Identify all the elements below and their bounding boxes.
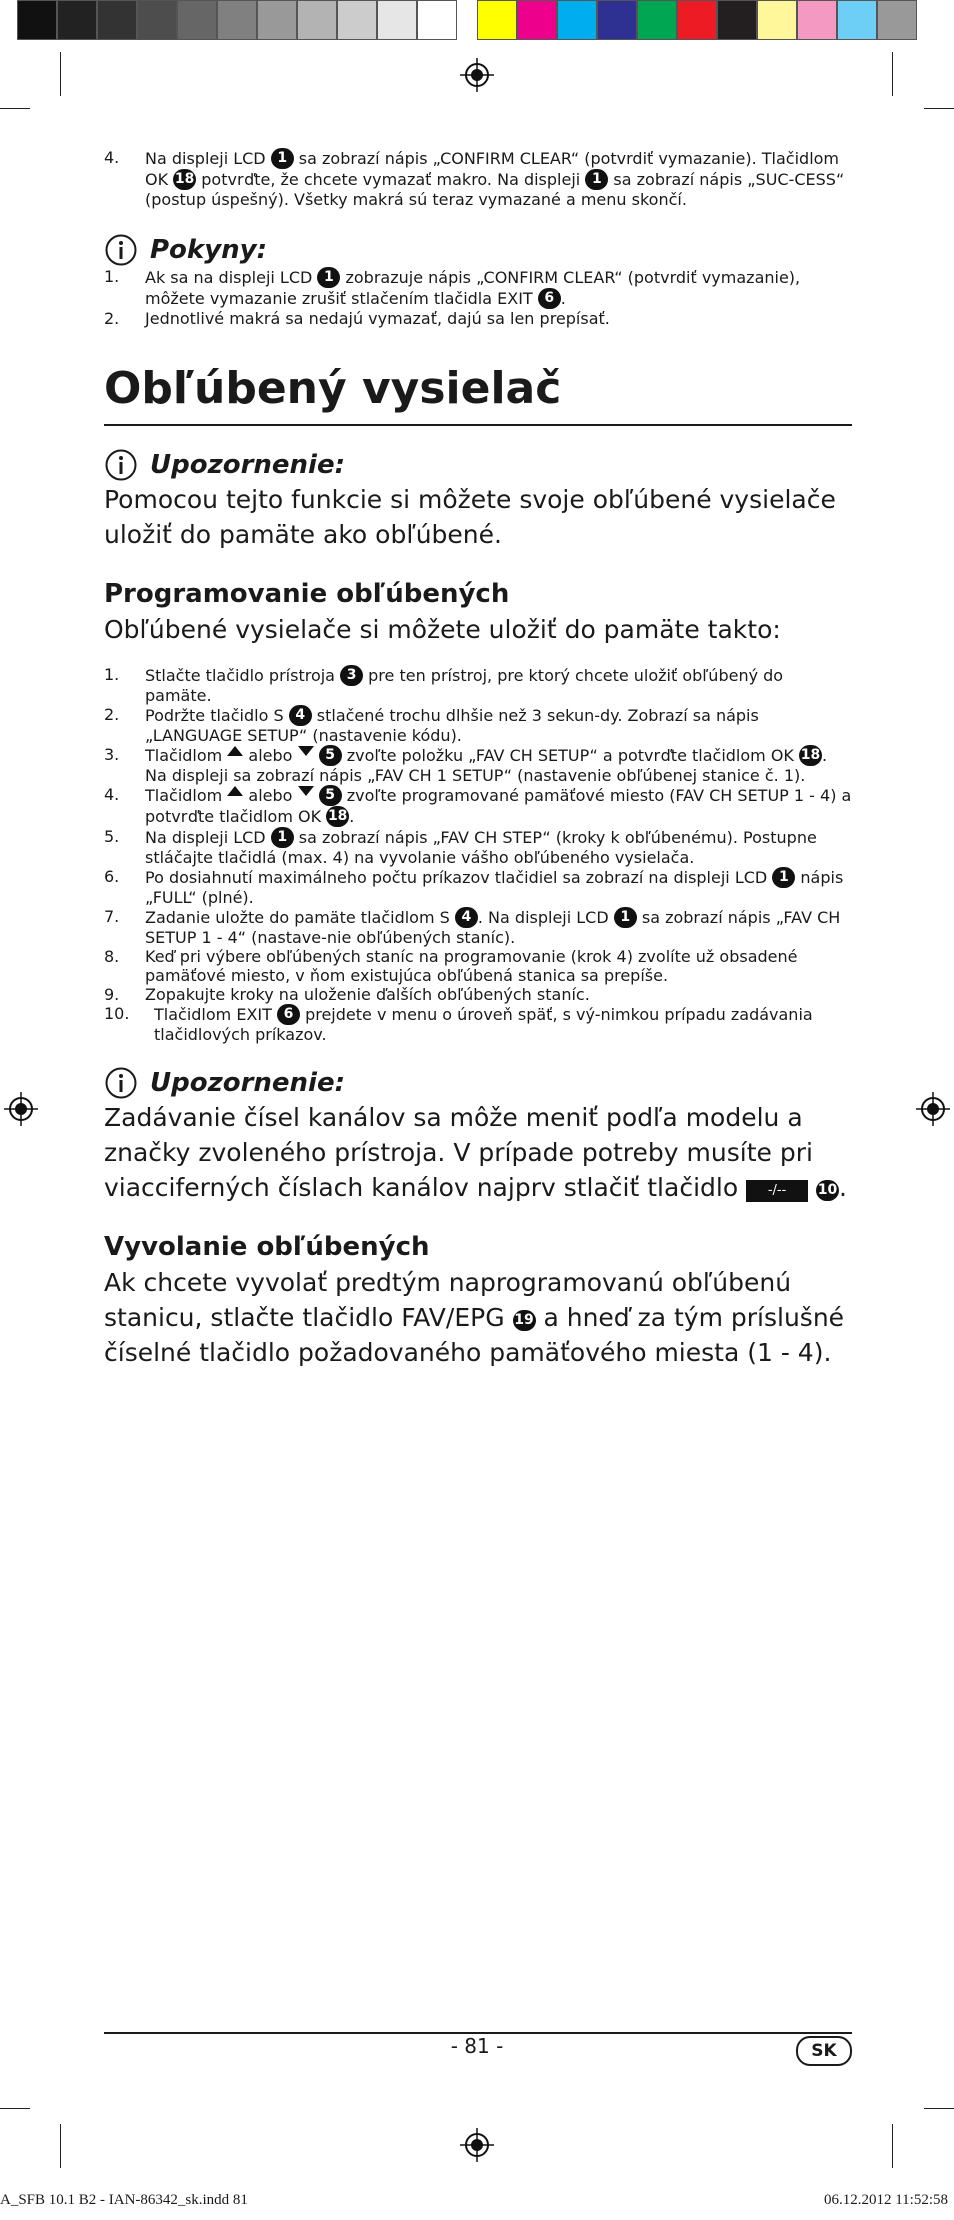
info-icon	[104, 1066, 138, 1100]
item-number: 2.	[104, 309, 120, 328]
key-number-badge: 4	[289, 705, 312, 726]
gray-swatch	[297, 0, 337, 40]
item-number: 2.	[104, 705, 120, 724]
key-number-badge: 1	[317, 267, 340, 288]
color-swatch	[597, 0, 637, 40]
list-item	[104, 1004, 852, 1044]
key-number-badge: 5	[319, 745, 342, 766]
item-text: .	[349, 807, 355, 826]
crop-mark	[0, 108, 30, 109]
list-item	[104, 947, 852, 985]
list-item	[104, 867, 852, 907]
list-item	[104, 705, 852, 745]
list-item	[104, 827, 852, 867]
note-header	[104, 1066, 852, 1100]
registration-mark-icon	[460, 2128, 494, 2162]
color-swatch	[837, 0, 877, 40]
item-text: nápis „FULL“ (plné).	[145, 868, 844, 907]
item-text: Podržte tlačidlo S	[145, 706, 289, 725]
color-swatch	[797, 0, 837, 40]
subheading: Programovanie obľúbených	[104, 579, 510, 609]
item-text: .	[560, 289, 566, 308]
arrow-down-icon	[298, 786, 314, 796]
note-text: Pomocou tejto funkcie si môžete svoje obľúbené vysielače uložiť do pamäte ako obľúbené.	[104, 485, 836, 549]
color-swatch	[717, 0, 757, 40]
item-text: . Na displeji LCD	[477, 908, 614, 927]
item-text: Ak sa na displeji LCD	[145, 268, 318, 287]
item-number: 8.	[104, 947, 120, 966]
key-number-badge: 6	[538, 288, 561, 309]
key-number-badge: 10	[816, 1180, 839, 1201]
item-number: 1.	[104, 267, 120, 286]
item-text: sa zobrazí nápis „FAV CH SETUP 1 - 4“ (nastave-nie obľúbených staníc).	[145, 908, 841, 947]
item-text: Tlačidlom	[145, 746, 228, 765]
item-number: 9.	[104, 985, 120, 1004]
note-header	[104, 448, 852, 482]
gray-swatch	[177, 0, 217, 40]
intro-text: Obľúbené vysielače si môžete uložiť do pamäte takto:	[104, 615, 781, 644]
recall-text	[104, 1265, 852, 1370]
list-item	[104, 309, 852, 328]
note-text-part: Zadávanie čísel kanálov sa môže meniť podľa modelu a značky zvoleného prístroja. V prípade potreby musíte pri viacciferných číslach kanálov najprv stlačiť tlačidlo	[104, 1103, 813, 1202]
item-text: Tlačidlom	[145, 786, 228, 805]
item-text: Po dosiahnutí maximálneho počtu príkazov tlačidiel sa zobrazí na displeji LCD	[145, 868, 773, 887]
list-item	[104, 267, 852, 309]
recall-text-part: Ak chcete vyvolať predtým naprogramovanú obľúbenú stanicu, stlačte tlačidlo FAV/EPG	[104, 1268, 792, 1332]
item-text: Tlačidlom EXIT	[154, 1005, 277, 1024]
key-number-badge: 1	[772, 867, 795, 888]
key-number-badge: 1	[614, 907, 637, 928]
language-badge: SK	[796, 2036, 852, 2066]
item-number: 4.	[104, 148, 120, 167]
gray-swatch	[137, 0, 177, 40]
color-swatch	[517, 0, 557, 40]
key-number-badge: 19	[513, 1310, 536, 1331]
color-swatch	[637, 0, 677, 40]
crop-mark	[924, 108, 954, 109]
key-number-badge: 1	[585, 169, 608, 190]
note-title: Pokyny:	[150, 235, 268, 265]
page-content	[104, 148, 852, 1370]
item-number: 7.	[104, 907, 120, 926]
recall-text-part: a hneď za tým príslušné číselné tlačidlo požadovaného pamäťového miesta (1 - 4).	[104, 1303, 845, 1367]
item-text: Na displeji LCD	[145, 149, 271, 168]
item-text: prejdete v menu o úroveň späť, s vý-nimkou prípadu zadávania tlačidlových príkazov.	[154, 1005, 813, 1044]
section-heading: Obľúbený vysielač	[104, 362, 852, 426]
item-text: alebo	[243, 746, 298, 765]
list-item	[104, 785, 852, 827]
item-text: Na displeji LCD	[145, 828, 271, 847]
item-number: 5.	[104, 827, 120, 846]
list-item	[104, 907, 852, 947]
note-text-part: .	[839, 1173, 847, 1202]
item-text: stlačené trochu dlhšie než 3 sekun-dy. Zobrazí sa nápis „LANGUAGE SETUP“ (nastavenie kódu).	[145, 706, 759, 745]
item-text: potvrďte, že chcete vymazať makro. Na displeji	[196, 170, 586, 189]
registration-mark-icon	[4, 1092, 38, 1126]
note-header	[104, 233, 852, 267]
item-number: 1.	[104, 665, 120, 684]
note-text	[104, 1100, 852, 1205]
gray-swatch	[217, 0, 257, 40]
color-swatch	[557, 0, 597, 40]
registration-mark-icon	[916, 1092, 950, 1126]
item-text: Jednotlivé makrá sa nedajú vymazať, dajú sa len prepísať.	[145, 309, 610, 328]
page-number: - 81 -	[450, 2034, 504, 2058]
key-number-badge: 6	[277, 1004, 300, 1025]
item-text: . Na displeji sa zobrazí nápis „FAV CH 1 SETUP“ (nastavenie obľúbenej stanice č. 1).	[145, 746, 828, 785]
color-swatch	[477, 0, 517, 40]
crop-mark	[924, 2108, 954, 2109]
key-number-badge: 3	[340, 665, 363, 686]
crop-mark	[892, 52, 893, 96]
key-number-badge: 1	[271, 827, 294, 848]
item-text: Zopakujte kroky na uloženie ďalších obľúbených staníc.	[145, 985, 590, 1004]
item-text: Zadanie uložte do pamäte tlačidlom S	[145, 908, 455, 927]
arrow-up-icon	[227, 786, 243, 796]
item-number: 4.	[104, 785, 120, 804]
item-number: 10.	[104, 1004, 130, 1023]
item-number: 6.	[104, 867, 120, 886]
crop-mark	[892, 2124, 893, 2168]
item-text: zvoľte programované pamäťové miesto (FAV CH SETUP 1 - 4) a potvrďte tlačidlom OK	[145, 786, 852, 826]
color-swatch	[757, 0, 797, 40]
list-item	[104, 148, 852, 209]
item-text: zvoľte položku „FAV CH SETUP“ a potvrďte tlačidlom OK	[341, 746, 800, 765]
info-icon	[104, 448, 138, 482]
key-number-badge: 18	[326, 806, 349, 827]
gray-swatch	[377, 0, 417, 40]
color-swatch	[677, 0, 717, 40]
item-text: sa zobrazí nápis „CONFIRM CLEAR“ (potvrdiť vymazanie). Tlačidlom OK	[145, 149, 840, 189]
gray-swatch	[17, 0, 57, 40]
gray-swatch	[337, 0, 377, 40]
item-text: zobrazuje nápis „CONFIRM CLEAR“ (potvrdiť vymazanie), môžete vymazanie zrušiť stlačením tlačidla EXIT	[145, 268, 801, 308]
key-number-badge: 5	[319, 785, 342, 806]
gray-swatch	[57, 0, 97, 40]
item-text: sa zobrazí nápis „SUC-CESS“ (postup úspešný). Všetky makrá sú teraz vymazané a menu skončí.	[145, 170, 845, 209]
info-icon	[104, 233, 138, 267]
note-title: Upozornenie:	[150, 1068, 345, 1098]
item-text: sa zobrazí nápis „FAV CH STEP“ (kroky k obľúbenému). Postupne stláčajte tlačidlá (max. 4) na vyvolanie vášho obľúbeného vysielača.	[145, 828, 817, 867]
date-slug: 06.12.2012 11:52:58	[823, 2192, 948, 2208]
arrow-down-icon	[298, 746, 314, 756]
key-number-badge: 4	[455, 907, 478, 928]
arrow-up-icon	[227, 746, 243, 756]
item-number: 3.	[104, 745, 120, 764]
gray-swatch	[417, 0, 457, 40]
list-item	[104, 985, 852, 1004]
item-text: alebo	[243, 786, 298, 805]
gray-swatch	[97, 0, 137, 40]
file-slug: A_SFB 10.1 B2 - IAN-86342_sk.indd 81	[0, 2192, 248, 2208]
registration-mark-icon	[460, 58, 494, 92]
key-number-badge: 1	[271, 148, 294, 169]
note-title: Upozornenie:	[150, 450, 345, 480]
subheading: Vyvolanie obľúbených	[104, 1232, 430, 1262]
list-item	[104, 665, 852, 705]
gray-swatch	[257, 0, 297, 40]
key-number-badge: 18	[173, 169, 196, 190]
crop-mark	[0, 2108, 30, 2109]
list-item	[104, 745, 852, 785]
crop-mark	[60, 2124, 61, 2168]
item-text: Stlačte tlačidlo prístroja	[145, 666, 341, 685]
color-calibration-bar	[17, 0, 917, 40]
key-number-badge: 18	[799, 745, 822, 766]
color-swatch	[877, 0, 917, 40]
crop-mark	[60, 52, 61, 96]
item-text: Keď pri výbere obľúbených staníc na programovanie (krok 4) zvolíte už obsadené pamäťové miesto, v ňom existujúca obľúbená stanica sa prepíše.	[145, 947, 798, 985]
digit-toggle-key-icon: -/--	[746, 1180, 808, 1202]
item-text: pre ten prístroj, pre ktorý chcete uložiť obľúbený do pamäte.	[145, 666, 784, 705]
